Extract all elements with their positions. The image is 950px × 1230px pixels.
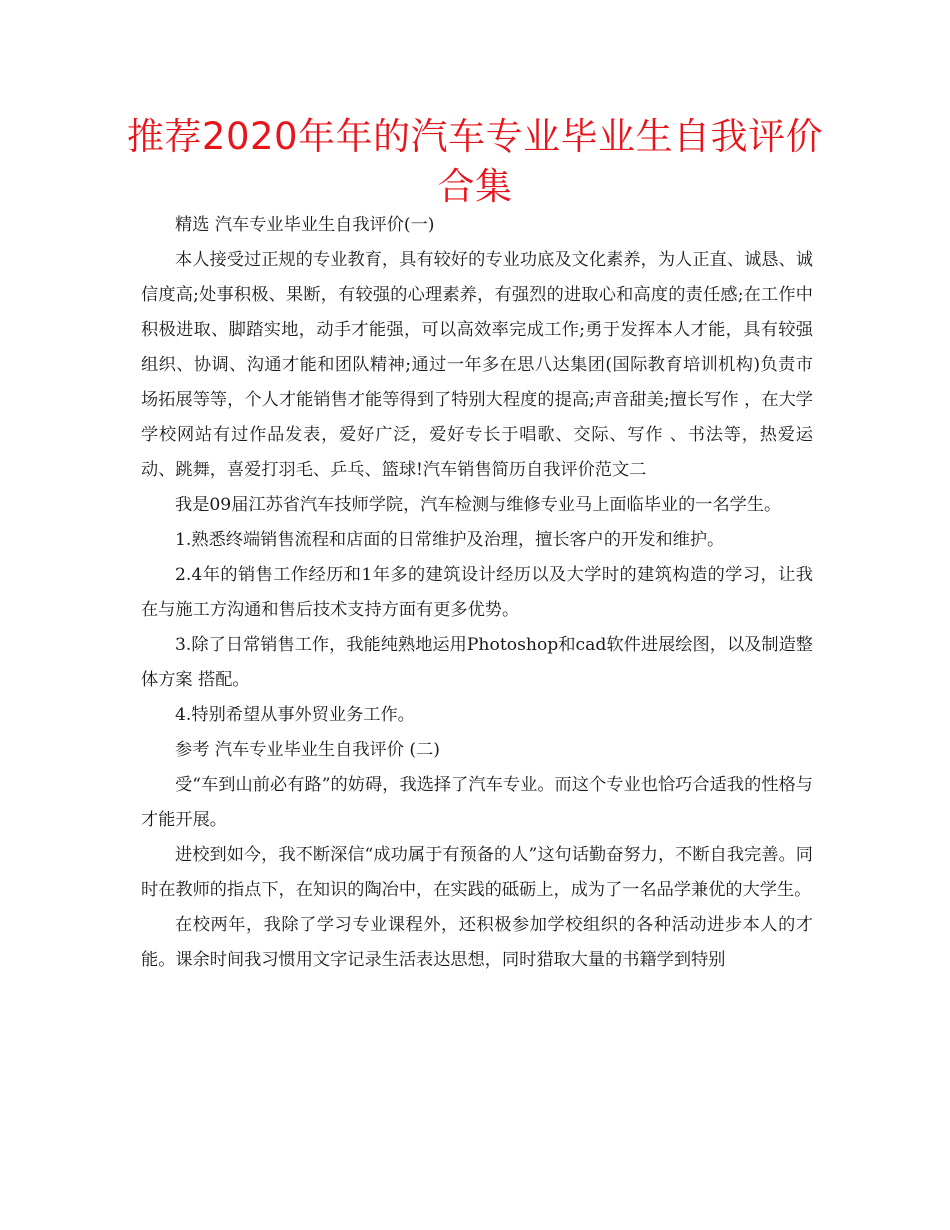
title-line-1: 推荐2020年年的汽车专业毕业生自我评价 [126, 115, 824, 158]
document-title [120, 112, 830, 212]
list-item: 2.4年的销售工作经历和1年多的建筑设计经历以及大学时的建筑构造的学习，让我在与施工方沟通和售后技术支持方面有更多优势。 [141, 565, 813, 620]
section-heading-2: 参考 汽车专业毕业生自我评价 (二) [175, 740, 440, 760]
title-line-2: 合集 [437, 165, 513, 208]
document-body [141, 208, 813, 978]
paragraph: 我是09届江苏省汽车技师学院，汽车检测与维修专业马上面临毕业的一名学生。 [175, 495, 782, 515]
paragraph: 本人接受过正规的专业教育，具有较好的专业功底及文化素养，为人正直、诚恳、诚信度高;处事积极、果断，有较强的心理素养，有强烈的进取心和高度的责任感;在工作中积极进取、脚踏实地，动手才能强，可以高效率完成工作;勇于发挥本人才能，具有较强组织、协调、沟通才能和团队精神;通过一年多在思八达集团(国际教育培训机构)负责市场拓展等等，个人才能销售才能等得到了特别大程度的提高;声音甜美;擅长写作 ，在大学学校网站有过作品发表，爱好广泛，爱好专长于唱歌、交际、写作 、书法等，热爱运动、跳舞，喜爱打羽毛、乒乓、篮球!汽车销售简历自我评价范文二 [141, 250, 813, 480]
paragraph: 受“车到山前必有路”的妨碍，我选择了汽车专业。而这个专业也恰巧合适我的性格与才能开展。 [141, 775, 813, 830]
section-heading-1: 精选 汽车专业毕业生自我评价(一) [175, 215, 435, 235]
paragraph: 在校两年，我除了学习专业课程外，还积极参加学校组织的各种活动进步本人的才能。课余时间我习惯用文字记录生活表达思想，同时猎取大量的书籍学到特别 [141, 915, 813, 970]
list-item: 1.熟悉终端销售流程和店面的日常维护及治理，擅长客户的开发和维护。 [175, 530, 725, 550]
paragraph: 进校到如今，我不断深信“成功属于有预备的人”这句话勤奋努力，不断自我完善。同时在教师的指点下，在知识的陶冶中，在实践的砥砺上，成为了一名品学兼优的大学生。 [141, 845, 813, 900]
list-item: 4.特别希望从事外贸业务工作。 [175, 705, 415, 725]
list-item: 3.除了日常销售工作，我能纯熟地运用Photoshop和cad软件进展绘图，以及制造整体方案 搭配。 [141, 635, 813, 690]
